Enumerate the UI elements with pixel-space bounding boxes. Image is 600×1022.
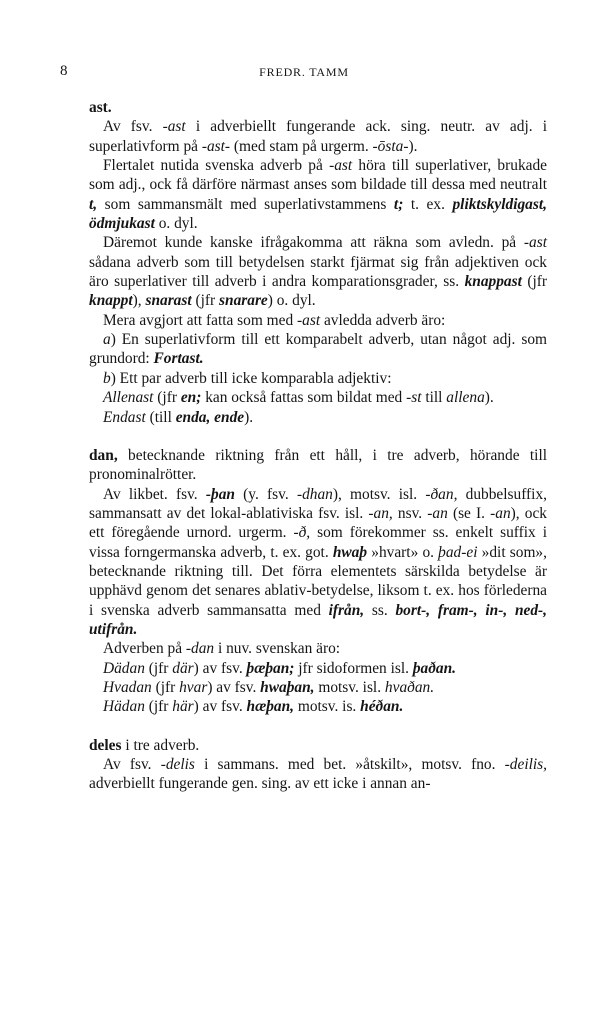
body-text — [89, 98, 547, 794]
paragraph: Adverben på -dan i nuv. svenskan äro: — [103, 640, 341, 658]
paragraph: Av fsv. -delis i sammans. med bet. »åtskilt», motsv. fno. -deilis, adverbiellt fungerande gen. sing. av ett icke i annan an- — [89, 756, 547, 793]
paragraph: Allenast (jfr en; kan också fattas som bildat med -st till allena). — [103, 389, 494, 407]
page-number: 8 — [60, 63, 68, 79]
entry-heading-ast: ast. — [89, 99, 112, 116]
paragraph: Mera avgjort att fatta som med -ast avledda adverb äro: — [103, 311, 446, 329]
paragraph: Av likbet. fsv. -þan (y. fsv. -dhan), motsv. isl. -ðan, dubbelsuffix, sammansatt av det lokal-ablativiska fsv. isl. -an, nsv. -an (se I. -an), ock ett föregående urnord. urgerm. -ð, som förekommer ss. enkelt suffix i vissa forngermanska adverb, t. ex. got. hwaþ »hvart» o. þad-ei »dit som», betecknande riktning till. Det förra elementets särskilda betydelse är upphävd genom det senares ablativ-betydelse, liksom t. ex. hos förlederna i svenska adverb sammansatta med ifrån, ss. bort-, fram-, in-, ned-, utifrån. — [89, 485, 548, 638]
running-header — [60, 63, 548, 83]
running-title: FREDR. TAMM — [259, 65, 349, 79]
paragraph: Däremot kunde kanske ifrågakomma att räkna som avledn. på -ast sådana adverb som till betydelsen starkt fjärmat sig från adjektiven ock äro superlativer till adverb i andra komparationsgrader, ss. knappast (jfr knappt), snarast (jfr snarare) o. dyl. — [89, 234, 548, 310]
paragraph: Flertalet nutida svenska adverb på -ast höra till superlativer, brukade som adj., ock få därföre närmast anses som bildade till dessa med neutralt t, som sammansmält med superlativstammens t; t. ex. pliktskyldigast, ödmjukast o. dyl. — [89, 157, 547, 233]
paragraph: Endast (till enda, ende). — [103, 408, 254, 426]
paragraph: b) Ett par adverb till icke komparabla adjektiv: — [103, 369, 392, 387]
paragraph: dan, betecknande riktning från ett håll, i tre adverb, hörande till pronominalrötter. — [89, 446, 547, 484]
entry-heading-deles: deles — [89, 736, 122, 754]
paragraph: Hädan (jfr här) av fsv. hæþan, motsv. is. héðan. — [103, 698, 404, 716]
paragraph: Hvadan (jfr hvar) av fsv. hwaþan, motsv. isl. hvaðan. — [103, 678, 435, 696]
entry-heading-dan: dan, — [89, 446, 118, 464]
paragraph: a) En superlativform till ett komparabelt adverb, utan något adj. som grundord: Fortast. — [89, 331, 547, 368]
paragraph: Av fsv. -ast i adverbiellt fungerande ack. sing. neutr. av adj. i superlativform på -ast- (med stam på urgerm. -ōsta-). — [89, 118, 547, 155]
section-gap — [89, 717, 547, 736]
paragraph: deles i tre adverb. — [89, 736, 200, 754]
paragraph: Dädan (jfr där) av fsv. þæþan; jfr sidoformen isl. þaðan. — [103, 659, 457, 677]
section-gap — [89, 427, 547, 446]
